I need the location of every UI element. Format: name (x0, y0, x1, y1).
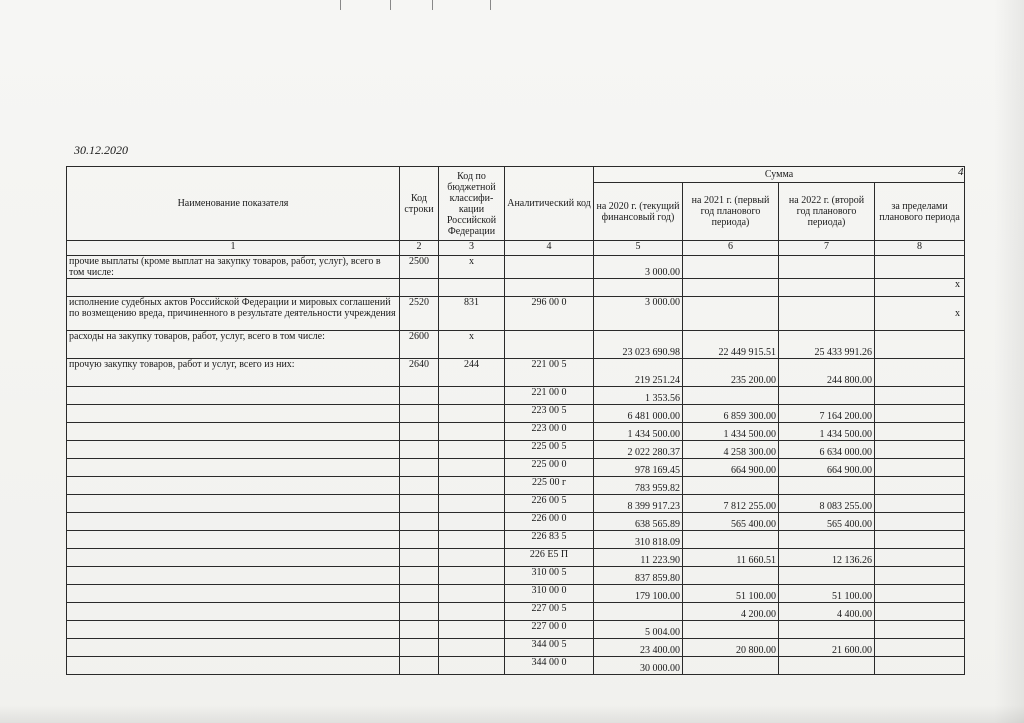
row-2021 (683, 477, 779, 495)
row-beyond (875, 387, 965, 405)
table-row (67, 495, 965, 513)
row-analytic: 225 00 г (505, 477, 594, 495)
row-2021 (683, 387, 779, 405)
row-2021 (683, 567, 779, 585)
scan-bottom-shadow (0, 705, 1024, 723)
column-number: 3 (439, 241, 505, 256)
row-name (67, 405, 400, 423)
row-name: исполнение судебных актов Российской Федерации и мировых соглашений по возмещению вреда, причиненного в результате деятельности учреждения (67, 297, 400, 331)
row-analytic: 344 00 0 (505, 657, 594, 675)
row-beyond (875, 423, 965, 441)
header-sum: Сумма (594, 167, 965, 183)
row-2022: 51 100.00 (779, 585, 875, 603)
row-2022: 244 800.00 (779, 359, 875, 387)
header-code: Код строки (400, 167, 439, 241)
row-name (67, 531, 400, 549)
row-2020: 219 251.24 (594, 359, 683, 387)
row-kbk (439, 495, 505, 513)
header-2021: на 2021 г. (первый год планового периода) (683, 183, 779, 241)
row-kbk: 831 (439, 297, 505, 331)
row-2021: 11 660.51 (683, 549, 779, 567)
row-name (67, 513, 400, 531)
row-2021: 1 434 500.00 (683, 423, 779, 441)
row-kbk (439, 387, 505, 405)
row-kbk (439, 603, 505, 621)
row-code (400, 513, 439, 531)
row-name: прочие выплаты (кроме выплат на закупку товаров, работ, услуг), всего в том числе: (67, 256, 400, 279)
row-name (67, 621, 400, 639)
table-row (67, 621, 965, 639)
row-kbk (439, 423, 505, 441)
row-code: 2500 (400, 256, 439, 279)
row-analytic: 221 00 0 (505, 387, 594, 405)
column-number: 1 (67, 241, 400, 256)
column-number: 4 (505, 241, 594, 256)
row-name (67, 423, 400, 441)
row-beyond (875, 567, 965, 585)
row-beyond (875, 459, 965, 477)
row-2021: 565 400.00 (683, 513, 779, 531)
header-2022: на 2022 г. (второй год планового периода) (779, 183, 875, 241)
table-row (67, 359, 965, 387)
row-kbk (439, 567, 505, 585)
row-analytic: 310 00 5 (505, 567, 594, 585)
row-analytic: 227 00 5 (505, 603, 594, 621)
row-2020: 837 859.80 (594, 567, 683, 585)
row-beyond (875, 513, 965, 531)
column-number: 7 (779, 241, 875, 256)
row-kbk (439, 459, 505, 477)
row-2022: 7 164 200.00 (779, 405, 875, 423)
row-name: прочую закупку товаров, работ и услуг, всего из них: (67, 359, 400, 387)
row-beyond (875, 585, 965, 603)
row-code (400, 405, 439, 423)
row-2022 (779, 621, 875, 639)
row-2020: 23 023 690.98 (594, 331, 683, 359)
row-2020: 310 818.09 (594, 531, 683, 549)
row-analytic: 226 E5 П (505, 549, 594, 567)
row-kbk (439, 657, 505, 675)
row-kbk (439, 513, 505, 531)
row-code (400, 657, 439, 675)
row-kbk (439, 279, 505, 297)
row-name (67, 441, 400, 459)
row-2022 (779, 256, 875, 279)
row-2021: 664 900.00 (683, 459, 779, 477)
column-number: 2 (400, 241, 439, 256)
financial-report-table (66, 166, 965, 675)
row-2020 (594, 603, 683, 621)
row-code (400, 603, 439, 621)
row-analytic: 223 00 5 (505, 405, 594, 423)
column-number: 6 (683, 241, 779, 256)
scan-edge-shadow (994, 0, 1024, 723)
row-name (67, 477, 400, 495)
row-code (400, 639, 439, 657)
row-name (67, 585, 400, 603)
header-beyond: за пределами планового периода (875, 183, 965, 241)
table-row (67, 513, 965, 531)
row-analytic (505, 279, 594, 297)
row-name (67, 387, 400, 405)
row-beyond (875, 549, 965, 567)
row-code: 2520 (400, 297, 439, 331)
header-kbk: Код по бюджетной классифи- кации Российской Федерации (439, 167, 505, 241)
row-beyond: x (875, 297, 965, 331)
row-kbk (439, 549, 505, 567)
row-kbk: x (439, 331, 505, 359)
row-2022: 8 083 255.00 (779, 495, 875, 513)
row-name (67, 279, 400, 297)
column-number-row (67, 241, 965, 256)
row-name (67, 603, 400, 621)
row-2020: 3 000.00 (594, 256, 683, 279)
row-2020: 2 022 280.37 (594, 441, 683, 459)
row-2021 (683, 531, 779, 549)
row-analytic: 344 00 5 (505, 639, 594, 657)
row-code (400, 567, 439, 585)
row-2021 (683, 621, 779, 639)
table-row (67, 477, 965, 495)
row-2022 (779, 297, 875, 331)
table-row (67, 585, 965, 603)
table-row (67, 603, 965, 621)
row-2020: 30 000.00 (594, 657, 683, 675)
table-row (67, 549, 965, 567)
row-beyond (875, 639, 965, 657)
row-analytic: 225 00 5 (505, 441, 594, 459)
row-analytic: 223 00 0 (505, 423, 594, 441)
row-2020: 638 565.89 (594, 513, 683, 531)
row-kbk (439, 531, 505, 549)
row-code (400, 387, 439, 405)
row-beyond (875, 603, 965, 621)
row-beyond: x (875, 279, 965, 297)
row-beyond (875, 477, 965, 495)
table-row (67, 657, 965, 675)
row-2020: 6 481 000.00 (594, 405, 683, 423)
table-row (67, 279, 965, 297)
row-beyond (875, 621, 965, 639)
row-kbk (439, 639, 505, 657)
row-analytic: 226 00 5 (505, 495, 594, 513)
row-code: 2640 (400, 359, 439, 387)
row-2021: 51 100.00 (683, 585, 779, 603)
row-2022 (779, 567, 875, 585)
row-beyond (875, 441, 965, 459)
row-2022: 6 634 000.00 (779, 441, 875, 459)
row-kbk: x (439, 256, 505, 279)
row-2021: 7 812 255.00 (683, 495, 779, 513)
row-beyond (875, 256, 965, 279)
table-row (67, 405, 965, 423)
row-beyond (875, 359, 965, 387)
row-2021 (683, 657, 779, 675)
row-2022: 25 433 991.26 (779, 331, 875, 359)
row-name (67, 639, 400, 657)
row-code (400, 441, 439, 459)
row-2021: 20 800.00 (683, 639, 779, 657)
row-2021: 22 449 915.51 (683, 331, 779, 359)
row-kbk (439, 477, 505, 495)
row-code (400, 279, 439, 297)
table-row (67, 256, 965, 279)
row-beyond (875, 405, 965, 423)
column-number: 5 (594, 241, 683, 256)
row-2020: 3 000.00 (594, 297, 683, 331)
row-2020: 1 353.56 (594, 387, 683, 405)
row-2020: 179 100.00 (594, 585, 683, 603)
header-name: Наименование показателя (67, 167, 400, 241)
row-2021: 6 859 300.00 (683, 405, 779, 423)
row-2022: 21 600.00 (779, 639, 875, 657)
row-name (67, 459, 400, 477)
row-analytic: 296 00 0 (505, 297, 594, 331)
row-analytic: 227 00 0 (505, 621, 594, 639)
row-2022 (779, 387, 875, 405)
row-2020: 11 223.90 (594, 549, 683, 567)
row-2022: 4 400.00 (779, 603, 875, 621)
table-row (67, 297, 965, 331)
row-2022 (779, 657, 875, 675)
row-2021: 4 200.00 (683, 603, 779, 621)
row-2020: 23 400.00 (594, 639, 683, 657)
table-row (67, 331, 965, 359)
row-2020: 978 169.45 (594, 459, 683, 477)
row-2021 (683, 297, 779, 331)
row-beyond (875, 495, 965, 513)
row-analytic: 226 83 5 (505, 531, 594, 549)
row-2020: 8 399 917.23 (594, 495, 683, 513)
row-code (400, 477, 439, 495)
header-2020: на 2020 г. (текущий финансовый год) (594, 183, 683, 241)
row-2022: 664 900.00 (779, 459, 875, 477)
table-row (67, 423, 965, 441)
row-beyond (875, 657, 965, 675)
row-2022 (779, 279, 875, 297)
row-kbk (439, 405, 505, 423)
row-kbk (439, 441, 505, 459)
row-code (400, 585, 439, 603)
table-row (67, 441, 965, 459)
row-2022: 565 400.00 (779, 513, 875, 531)
row-analytic: 221 00 5 (505, 359, 594, 387)
table-row (67, 387, 965, 405)
row-2021 (683, 279, 779, 297)
row-2020: 5 004.00 (594, 621, 683, 639)
row-2022: 1 434 500.00 (779, 423, 875, 441)
row-code (400, 423, 439, 441)
row-analytic (505, 256, 594, 279)
header-analytic: Аналитический код (505, 167, 594, 241)
row-2021: 4 258 300.00 (683, 441, 779, 459)
page-number: 4 (958, 166, 964, 178)
row-code (400, 549, 439, 567)
row-code: 2600 (400, 331, 439, 359)
row-2022: 12 136.26 (779, 549, 875, 567)
document-date: 30.12.2020 (74, 143, 128, 157)
row-2021: 235 200.00 (683, 359, 779, 387)
row-analytic: 226 00 0 (505, 513, 594, 531)
row-beyond (875, 531, 965, 549)
row-kbk (439, 621, 505, 639)
row-name (67, 549, 400, 567)
row-code (400, 495, 439, 513)
row-code (400, 531, 439, 549)
table-row (67, 567, 965, 585)
row-analytic (505, 331, 594, 359)
row-2022 (779, 531, 875, 549)
row-2020: 783 959.82 (594, 477, 683, 495)
row-2020 (594, 279, 683, 297)
row-beyond (875, 331, 965, 359)
row-2021 (683, 256, 779, 279)
table-row (67, 459, 965, 477)
row-name (67, 567, 400, 585)
row-analytic: 225 00 0 (505, 459, 594, 477)
row-kbk: 244 (439, 359, 505, 387)
row-name (67, 495, 400, 513)
row-name: расходы на закупку товаров, работ, услуг, всего в том числе: (67, 331, 400, 359)
table-row (67, 639, 965, 657)
row-code (400, 459, 439, 477)
scan-marks (330, 0, 550, 14)
row-code (400, 621, 439, 639)
row-2022 (779, 477, 875, 495)
row-name (67, 657, 400, 675)
table-row (67, 531, 965, 549)
row-kbk (439, 585, 505, 603)
row-analytic: 310 00 0 (505, 585, 594, 603)
column-number: 8 (875, 241, 965, 256)
row-2020: 1 434 500.00 (594, 423, 683, 441)
